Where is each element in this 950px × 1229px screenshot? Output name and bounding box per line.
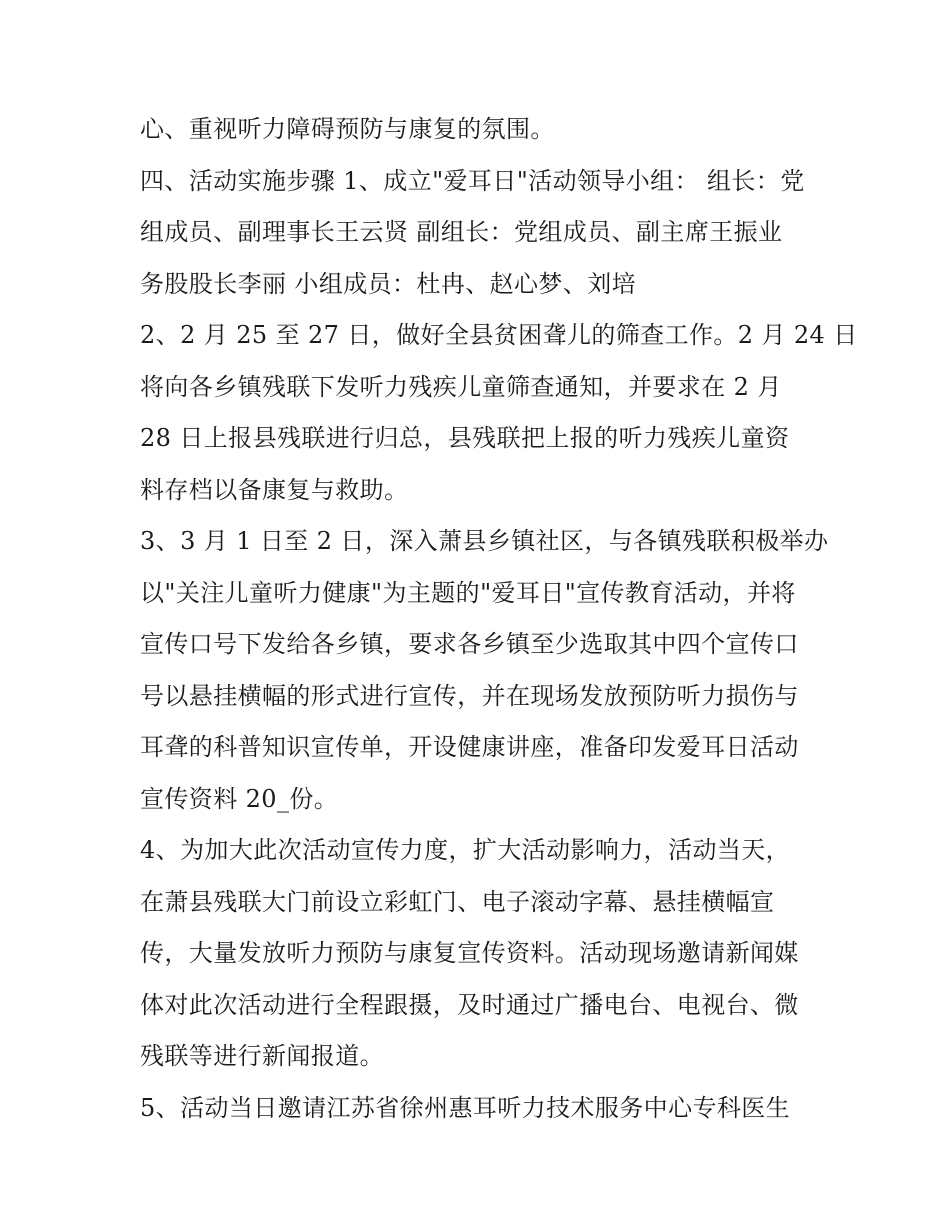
text-line: 4、为加大此次活动宣传力度，扩大活动影响力，活动当天， <box>140 836 791 864</box>
text-line: 体对此次活动进行全程跟摄，及时通过广播电台、电视台、微 <box>140 990 799 1019</box>
text-line: 料存档以备康复与救助。 <box>140 475 409 504</box>
text-line: 四、活动实施步骤 1、成立"爱耳日"活动领导小组： 组长：党 <box>140 166 805 195</box>
text-line: 残联等进行新闻报道。 <box>140 1042 384 1070</box>
document-body <box>140 104 858 1134</box>
text-line: 在萧县残联大门前设立彩虹门、电子滚动字幕、悬挂横幅宣 <box>140 887 775 916</box>
text-line: 5、活动当日邀请江苏省徐州惠耳听力技术服务中心专科医生 <box>140 1093 791 1122</box>
text-line: 心、重视听力障碍预防与康复的氛围。 <box>140 115 555 143</box>
text-line: 传，大量发放听力预防与康复宣传资料。活动现场邀请新闻媒 <box>140 939 799 967</box>
text-line: 组成员、副理事长王云贤 副组长：党组成员、副主席王振业 <box>140 218 783 246</box>
text-line: 将向各乡镇残联下发听力残疾儿童筛查通知，并要求在 2 月 <box>140 372 782 401</box>
text-line: 号以悬挂横幅的形式进行宣传，并在现场发放预防听力损伤与 <box>140 681 799 710</box>
text-line: 以"关注儿童听力健康"为主题的"爱耳日"宣传教育活动，并将 <box>140 578 796 607</box>
text-line: 28 日上报县残联进行归总，县残联把上报的听力残疾儿童资 <box>140 424 790 452</box>
text-line: 2、2 月 25 至 27 日，做好全县贫困聋儿的筛查工作。2 月 24 日 <box>140 321 858 349</box>
text-line: 务股股长李丽 小组成员：杜冉、赵心梦、刘培 <box>140 269 637 298</box>
text-line: 宣传资料 20_份。 <box>140 784 339 813</box>
text-line: 3、3 月 1 日至 2 日，深入萧县乡镇社区，与各镇残联积极举办 <box>140 527 829 555</box>
text-line: 宣传口号下发给各乡镇，要求各乡镇至少选取其中四个宣传口 <box>140 630 799 658</box>
text-line: 耳聋的科普知识宣传单，开设健康讲座，准备印发爱耳日活动 <box>140 733 799 761</box>
